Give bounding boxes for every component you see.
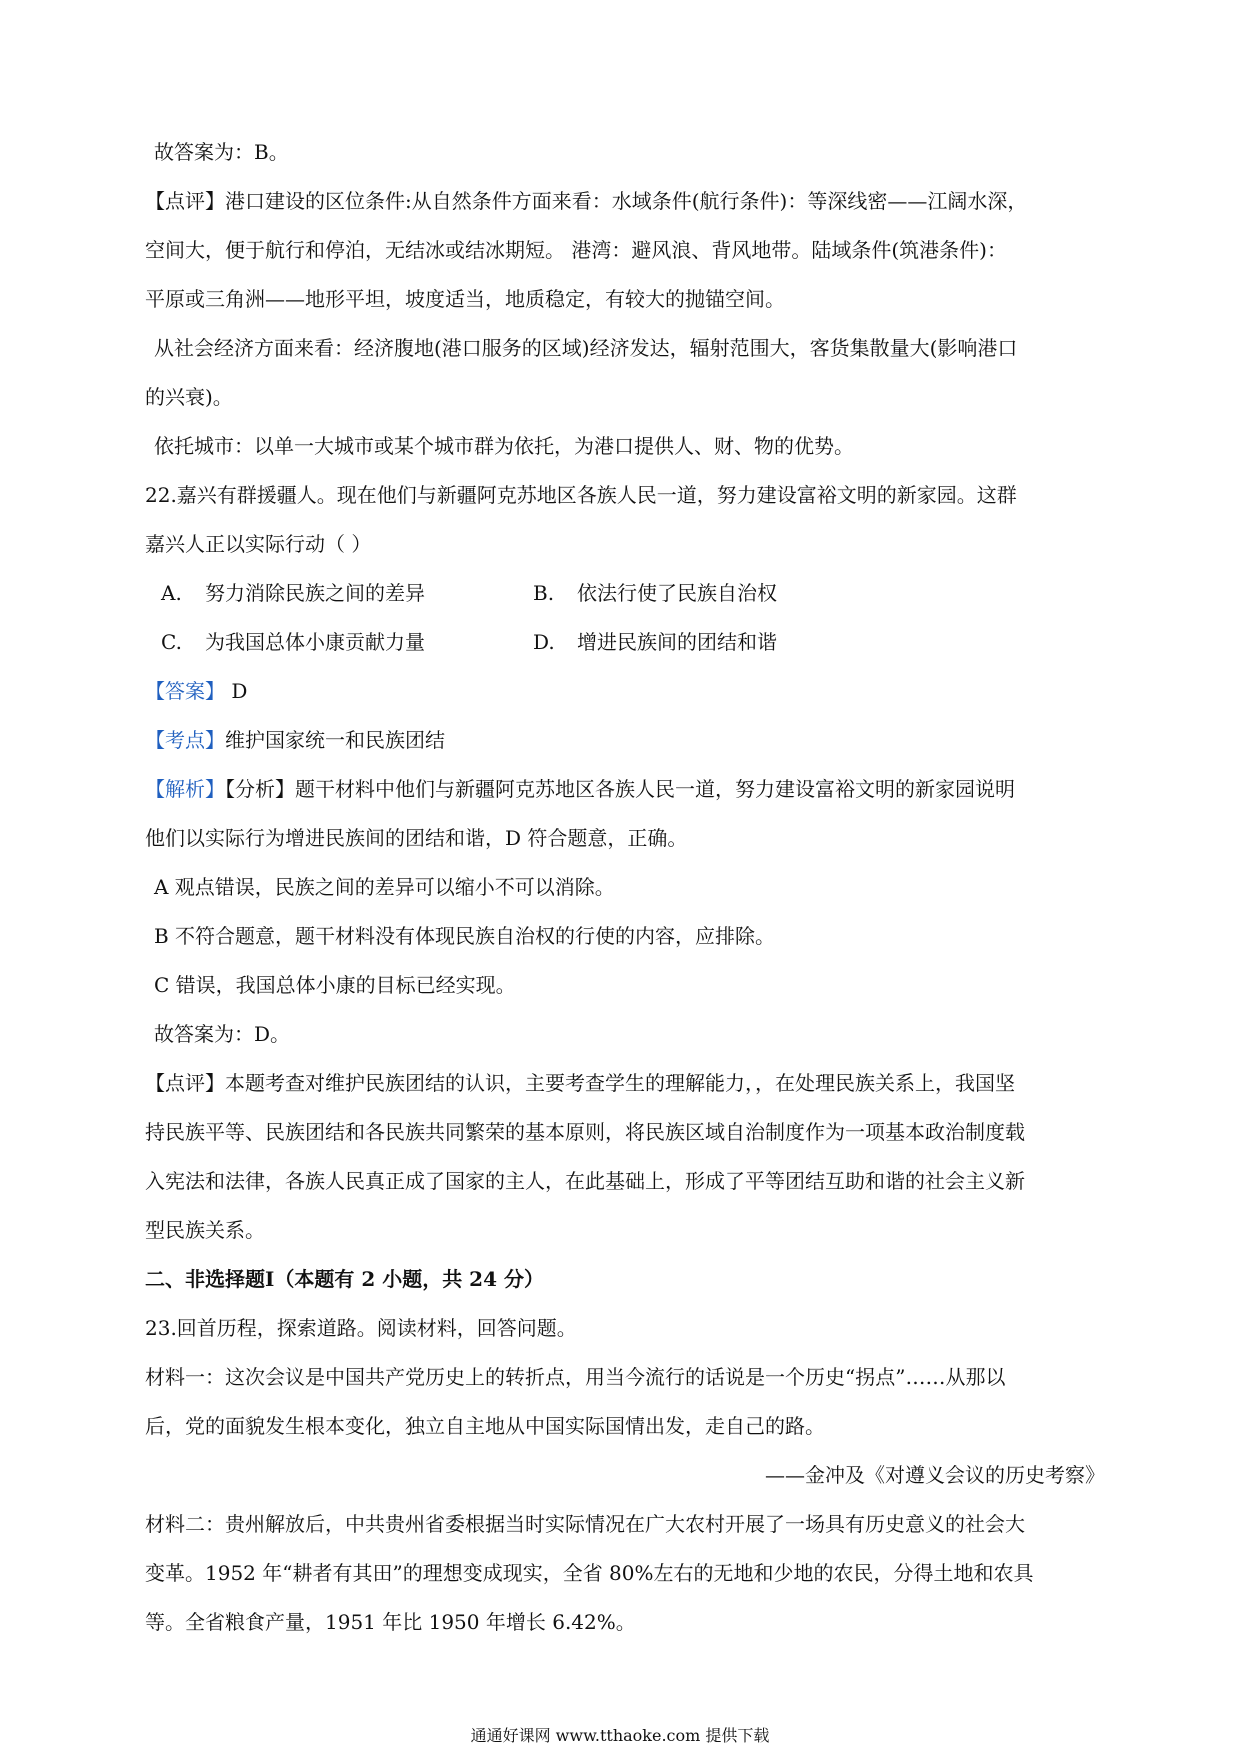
answer-tag: 【答案】	[145, 679, 225, 703]
q23-material-2-line-2: 变革。1952 年“耕者有其田”的理想变成现实，全省 80%左右的无地和少地的农民，分得土地和农具	[145, 1561, 1034, 1585]
option-text: 努力消除民族之间的差异	[205, 581, 425, 605]
q23-material-1-line-1: 材料一：这次会议是中国共产党历史上的转折点，用当今流行的话说是一个历史“拐点”……从那以	[145, 1365, 1006, 1389]
q21-comment-line-5: 的兴衰)。	[145, 385, 233, 409]
q21-answer-line: 故答案为：B。	[154, 140, 289, 164]
q22-jiexi-line-1	[145, 765, 1105, 814]
q22-jiexi-line-2: 他们以实际行为增进民族间的团结和谐，D 符合题意，正确。	[145, 826, 688, 850]
q23-material-2-line-1: 材料二：贵州解放后，中共贵州省委根据当时实际情况在广大农村开展了一场具有历史意义的社会大	[145, 1512, 1025, 1536]
q22-comment-line-2: 持民族平等、民族团结和各民族共同繁荣的基本原则，将民族区域自治制度作为一项基本政治制度载	[145, 1120, 1025, 1144]
option-letter: C.	[161, 630, 182, 654]
q21-comment-line-4: 从社会经济方面来看：经济腹地(港口服务的区域)经济发达，辐射范围大，客货集散量大(影响港口	[154, 336, 1018, 360]
q22-answer	[145, 667, 1105, 716]
answer-value: D	[225, 679, 248, 703]
q23-material-2-line-3: 等。全省粮食产量，1951 年比 1950 年增长 6.42%。	[145, 1610, 636, 1634]
q22-comment-line-4: 型民族关系。	[145, 1218, 265, 1242]
option-text: 依法行使了民族自治权	[577, 581, 777, 605]
option-text: 为我国总体小康贡献力量	[205, 630, 425, 654]
jiexi-tag: 【解析】	[145, 777, 225, 801]
q22-kaodian	[145, 716, 1105, 765]
section-heading: 二、非选择题Ⅰ（本题有 2 小题，共 24 分）	[145, 1267, 544, 1291]
option-letter: B.	[533, 581, 555, 605]
q22-option-a	[145, 569, 517, 618]
q22-options-row-2	[145, 618, 1105, 667]
q21-comment-line-1	[145, 177, 1105, 226]
q22-option-c	[145, 618, 517, 667]
kaodian-tag: 【考点】	[145, 728, 225, 752]
comment-tag: 【点评】	[145, 189, 225, 213]
q22-option-c-note: C 错误，我国总体小康的目标已经实现。	[154, 973, 516, 997]
kaodian-text: 维护国家统一和民族团结	[225, 728, 445, 752]
jiexi-text: 【分析】题干材料中他们与新疆阿克苏地区各族人民一道，努力建设富裕文明的新家园说明	[225, 777, 1015, 801]
q22-stem-line-1: 22.嘉兴有群援疆人。现在他们与新疆阿克苏地区各族人民一道，努力建设富裕文明的新家园。这群	[145, 483, 1017, 507]
q22-comment-line-1: 【点评】本题考查对维护民族团结的认识，主要考查学生的理解能力，，在处理民族关系上，我国坚	[145, 1071, 1015, 1095]
q22-option-a-note: A 观点错误，民族之间的差异可以缩小不可以消除。	[154, 875, 615, 899]
option-letter: D.	[533, 630, 555, 654]
q22-options-row-1	[145, 569, 1105, 618]
q22-answer-line: 故答案为：D。	[154, 1022, 291, 1046]
q21-comment-line-2: 空间大，便于航行和停泊，无结冰或结冰期短。 港湾：避风浪、背风地带。陆域条件(筑港条件)：	[145, 238, 1007, 262]
q23-material-1-line-2: 后，党的面貌发生根本变化，独立自主地从中国实际国情出发，走自己的路。	[145, 1414, 825, 1438]
q21-comment-line-3: 平原或三角洲——地形平坦，坡度适当，地质稳定，有较大的抛锚空间。	[145, 287, 785, 311]
q22-comment-line-3: 入宪法和法律，各族人民真正成了国家的主人，在此基础上，形成了平等团结互助和谐的社会主义新	[145, 1169, 1025, 1193]
page-footer: 通通好课网 www.tthaoke.com 提供下载	[470, 1726, 770, 1745]
q22-option-b	[517, 569, 889, 618]
q22-option-d	[517, 618, 889, 667]
option-text: 增进民族间的团结和谐	[577, 630, 777, 654]
q21-comment-line-6: 依托城市：以单一大城市或某个城市群为依托，为港口提供人、财、物的优势。	[154, 434, 854, 458]
option-letter: A.	[161, 581, 182, 605]
comment-text: 港口建设的区位条件:从自然条件方面来看：水域条件(航行条件)：等深线密——江阔水深，	[225, 189, 1028, 213]
q22-stem-line-2: 嘉兴人正以实际行动（ ）	[145, 532, 372, 556]
q22-option-b-note: B 不符合题意，题干材料没有体现民族自治权的行使的内容，应排除。	[154, 924, 776, 948]
q23-material-1-source: ——金冲及《对遵义会议的历史考察》	[765, 1463, 1105, 1487]
page-content	[145, 128, 1105, 1647]
q23-stem: 23.回首历程，探索道路。阅读材料，回答问题。	[145, 1316, 577, 1340]
